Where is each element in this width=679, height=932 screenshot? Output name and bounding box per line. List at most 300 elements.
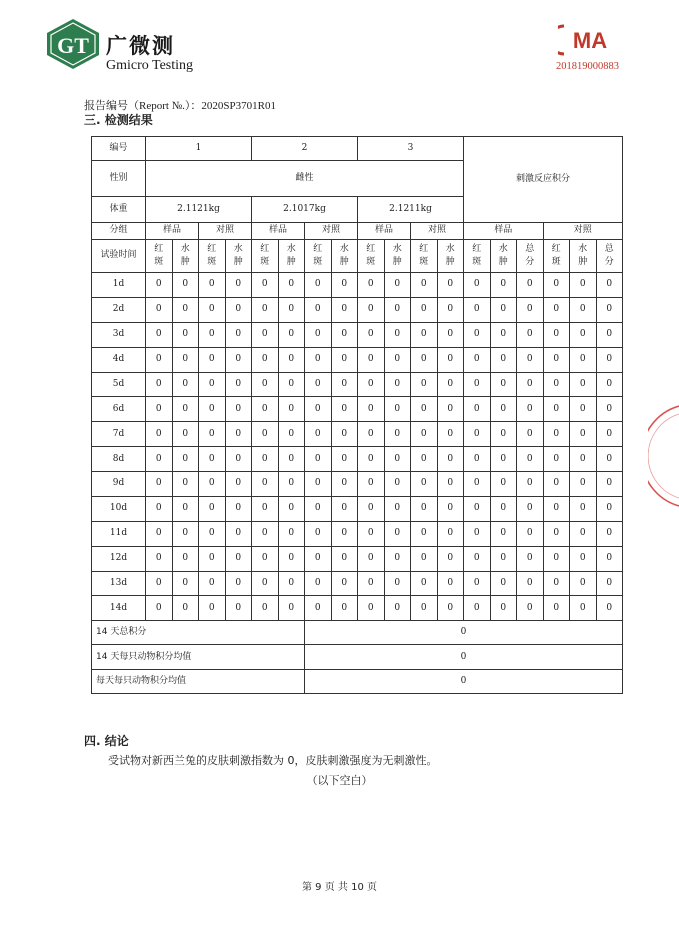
sub-header-char: 水 [233,243,243,254]
score-cell: 0 [305,571,332,596]
score-cell: 0 [437,496,464,521]
score-cell: 0 [437,347,464,372]
score-cell: 0 [278,322,305,347]
score-cell: 0 [331,496,358,521]
sub-header-char: 肿 [392,256,402,267]
score-cell: 0 [358,447,385,472]
sub-header-char: 肿 [445,256,455,267]
day-label: 3d [92,322,146,347]
score-cell: 0 [199,397,226,422]
table-row [92,645,623,669]
sub-header-char: 水 [180,243,190,254]
sub-header-char: 红 [419,243,429,254]
score-cell: 0 [411,347,438,372]
score-cell: 0 [331,422,358,447]
score-cell: 0 [596,571,623,596]
score-cell: 0 [305,596,332,621]
sub-header-erythema [411,239,438,272]
score-cell: 0 [464,472,491,497]
score-cell: 0 [305,297,332,322]
score-cell: 0 [358,496,385,521]
table-row [92,347,623,372]
score-cell: 0 [596,496,623,521]
score-cell: 0 [464,273,491,298]
cma-certificate-code: 201819000883 [556,61,619,72]
score-cell: 0 [411,447,438,472]
score-cell: 0 [225,596,252,621]
ma-letters: MA [572,28,608,53]
score-cell: 0 [464,397,491,422]
day-label: 14d [92,596,146,621]
score-cell: 0 [172,521,199,546]
score-cell: 0 [199,422,226,447]
score-cell: 0 [384,472,411,497]
score-cell: 0 [411,596,438,621]
sub-header-erythema [146,239,173,272]
score-cell: 0 [570,422,597,447]
score-header: 刺激反应积分 [464,137,623,223]
sub-header-char: 斑 [366,256,376,267]
score-cell: 0 [358,273,385,298]
score-cell: 0 [596,322,623,347]
score-cell: 0 [543,273,570,298]
score-cell: 0 [199,521,226,546]
score-cell: 0 [278,397,305,422]
score-cell: 0 [437,596,464,621]
score-cell: 0 [384,571,411,596]
table-row [92,669,623,693]
daily-score-value: 0 [305,669,623,693]
score-cell: 0 [305,322,332,347]
score-cell: 0 [199,297,226,322]
score-cell: 0 [490,447,517,472]
sub-header-char: 肿 [498,256,508,267]
score-cell: 0 [146,546,173,571]
score-cell: 0 [358,546,385,571]
day-label: 10d [92,496,146,521]
score-cell: 0 [278,422,305,447]
score-cell: 0 [225,422,252,447]
table-row [92,397,623,422]
score-cell: 0 [358,397,385,422]
score-cell: 0 [411,571,438,596]
id-label: 编号 [92,137,146,161]
score-cell: 0 [411,322,438,347]
day-label: 9d [92,472,146,497]
animal-id: 1 [146,137,252,161]
sub-header-edema [570,239,597,272]
avg14-score-label: 14 天每只动物积分均值 [92,645,305,669]
brand-name-en: Gmicro Testing [106,58,194,73]
score-cell: 0 [252,297,279,322]
sub-header-edema [172,239,199,272]
score-cell: 0 [225,496,252,521]
total-score-label: 14 天总积分 [92,621,305,645]
day-label: 8d [92,447,146,472]
score-cell: 0 [490,372,517,397]
score-cell: 0 [225,521,252,546]
day-label: 13d [92,571,146,596]
score-cell: 0 [358,322,385,347]
score-cell: 0 [278,521,305,546]
score-cell: 0 [146,273,173,298]
sub-header-char: 水 [286,243,296,254]
score-cell: 0 [411,273,438,298]
score-cell: 0 [490,496,517,521]
group-sample: 样品 [146,222,199,239]
animal-weight: 2.1121kg [146,197,252,222]
sub-header-char: 水 [339,243,349,254]
score-cell: 0 [411,372,438,397]
score-cell: 0 [384,273,411,298]
score-cell: 0 [146,397,173,422]
score-cell: 0 [464,447,491,472]
score-cell: 0 [437,322,464,347]
table-row [92,571,623,596]
score-cell: 0 [305,347,332,372]
animal-weight: 2.1211kg [358,197,464,222]
score-cell: 0 [570,472,597,497]
score-cell: 0 [570,447,597,472]
table-row [92,496,623,521]
sub-header-char: 红 [207,243,217,254]
sub-header-erythema [464,239,491,272]
score-cell: 0 [490,297,517,322]
score-cell: 0 [411,546,438,571]
score-cell: 0 [570,546,597,571]
score-cell: 0 [596,372,623,397]
sub-header-char: 肿 [233,256,243,267]
score-cell: 0 [252,496,279,521]
sub-header-char: 总 [525,243,535,254]
score-cell: 0 [464,297,491,322]
day-label: 6d [92,397,146,422]
score-cell: 0 [384,521,411,546]
table-row [92,239,623,272]
score-cell: 0 [596,422,623,447]
score-cell: 0 [384,297,411,322]
score-cell: 0 [517,571,544,596]
score-cell: 0 [305,521,332,546]
score-cell: 0 [358,596,385,621]
sub-header-char: 斑 [551,256,561,267]
sub-header-char: 分 [525,256,535,267]
time-label: 试验时间 [92,239,146,272]
score-cell: 0 [172,571,199,596]
sub-header-edema [490,239,517,272]
brand-name-cn: 广微测 [106,34,175,58]
score-cell: 0 [411,496,438,521]
sub-header-char: 斑 [260,256,270,267]
score-cell: 0 [225,546,252,571]
section-title-conclusion: 四. 结论 [84,734,129,748]
table-row [92,472,623,497]
day-label: 2d [92,297,146,322]
score-cell: 0 [278,273,305,298]
score-cell: 0 [172,422,199,447]
score-cell: 0 [331,347,358,372]
sub-header-char: 斑 [154,256,164,267]
score-cell: 0 [543,422,570,447]
sub-header-total [517,239,544,272]
day-label: 12d [92,546,146,571]
score-cell: 0 [517,521,544,546]
sub-header-char: 红 [154,243,164,254]
score-cell: 0 [543,546,570,571]
score-cell: 0 [517,273,544,298]
report-number: 报告编号（Report №.）：2020SP3701R01 [84,100,277,112]
score-cell: 0 [358,347,385,372]
score-cell: 0 [331,596,358,621]
page-number: 第 9 页 共 10 页 [302,882,377,893]
score-cell: 0 [358,472,385,497]
score-cell: 0 [464,546,491,571]
score-cell: 0 [517,472,544,497]
score-cell: 0 [490,422,517,447]
score-cell: 0 [199,322,226,347]
day-label: 7d [92,422,146,447]
score-cell: 0 [543,571,570,596]
score-cell: 0 [199,496,226,521]
score-cell: 0 [490,596,517,621]
sub-header-char: 斑 [313,256,323,267]
score-cell: 0 [305,472,332,497]
score-cell: 0 [490,322,517,347]
score-cell: 0 [464,372,491,397]
score-cell: 0 [596,472,623,497]
score-cell: 0 [199,347,226,372]
score-cell: 0 [517,496,544,521]
group-label: 分组 [92,222,146,239]
day-label: 1d [92,273,146,298]
score-cell: 0 [331,546,358,571]
score-cell: 0 [464,422,491,447]
score-cell: 0 [464,521,491,546]
score-cell: 0 [331,571,358,596]
score-cell: 0 [384,447,411,472]
score-cell: 0 [305,546,332,571]
sub-header-total [596,239,623,272]
score-cell: 0 [490,273,517,298]
table-row [92,546,623,571]
sub-header-char: 水 [392,243,402,254]
sub-header-char: 总 [604,243,614,254]
score-cell: 0 [199,372,226,397]
score-cell: 0 [596,297,623,322]
table-row [92,372,623,397]
sub-header-char: 水 [445,243,455,254]
score-cell: 0 [252,521,279,546]
score-cell: 0 [199,596,226,621]
score-cell: 0 [517,447,544,472]
score-cell: 0 [225,347,252,372]
sub-header-char: 斑 [207,256,217,267]
table-row [92,297,623,322]
score-cell: 0 [146,447,173,472]
score-cell: 0 [146,422,173,447]
score-cell: 0 [199,571,226,596]
score-cell: 0 [490,571,517,596]
score-cell: 0 [437,472,464,497]
score-cell: 0 [596,546,623,571]
score-cell: 0 [305,496,332,521]
score-cell: 0 [384,347,411,372]
day-label: 5d [92,372,146,397]
score-cell: 0 [278,372,305,397]
score-cell: 0 [172,472,199,497]
score-cell: 0 [225,372,252,397]
score-cell: 0 [490,472,517,497]
sex-label: 性别 [92,161,146,197]
score-cell: 0 [596,347,623,372]
score-cell: 0 [384,596,411,621]
sub-header-edema [384,239,411,272]
sub-header-char: 斑 [419,256,429,267]
score-cell: 0 [437,297,464,322]
score-cell: 0 [225,297,252,322]
sub-header-char: 肿 [180,256,190,267]
score-cell: 0 [146,521,173,546]
day-label: 4d [92,347,146,372]
sub-header-char: 分 [604,256,614,267]
table-row [92,447,623,472]
table-row [92,322,623,347]
score-cell: 0 [172,297,199,322]
score-cell: 0 [517,347,544,372]
score-cell: 0 [358,422,385,447]
score-cell: 0 [384,422,411,447]
sex-value: 雌性 [146,161,464,197]
score-cell: 0 [252,347,279,372]
score-cell: 0 [570,496,597,521]
score-cell: 0 [570,372,597,397]
group-control: 对照 [411,222,464,239]
score-cell: 0 [384,496,411,521]
score-cell: 0 [384,397,411,422]
score-cell: 0 [358,372,385,397]
score-cell: 0 [490,521,517,546]
score-cell: 0 [570,596,597,621]
score-cell: 0 [411,521,438,546]
score-cell: 0 [278,596,305,621]
results-table [91,136,623,694]
sub-header-char: 红 [260,243,270,254]
score-cell: 0 [252,546,279,571]
score-cell: 0 [437,546,464,571]
score-cell: 0 [146,372,173,397]
score-cell: 0 [517,596,544,621]
sub-header-erythema [305,239,332,272]
score-cell: 0 [172,372,199,397]
score-cell: 0 [278,546,305,571]
score-cell: 0 [278,571,305,596]
section-title-results: 三. 检测结果 [84,113,153,127]
score-cell: 0 [252,571,279,596]
score-cell: 0 [172,322,199,347]
day-label: 11d [92,521,146,546]
score-cell: 0 [596,447,623,472]
score-cell: 0 [358,521,385,546]
score-cell: 0 [146,347,173,372]
score-cell: 0 [570,322,597,347]
weight-label: 体重 [92,197,146,222]
score-cell: 0 [278,297,305,322]
score-cell: 0 [278,447,305,472]
animal-id: 2 [252,137,358,161]
table-row [92,273,623,298]
avg14-score-value: 0 [305,645,623,669]
score-cell: 0 [437,372,464,397]
score-cell: 0 [570,297,597,322]
stamp-seal-fragment [648,404,679,508]
sub-header-char: 红 [313,243,323,254]
sub-header-char: 红 [551,243,561,254]
score-cell: 0 [596,273,623,298]
score-cell: 0 [517,322,544,347]
score-cell: 0 [570,397,597,422]
score-cell: 0 [199,472,226,497]
sub-header-erythema [543,239,570,272]
sub-header-char: 水 [578,243,588,254]
score-cell: 0 [172,397,199,422]
table-row [92,422,623,447]
sub-header-char: 红 [472,243,482,254]
score-cell: 0 [596,521,623,546]
score-cell: 0 [225,472,252,497]
score-cell: 0 [225,447,252,472]
score-cell: 0 [384,372,411,397]
score-cell: 0 [596,596,623,621]
sub-header-char: 红 [366,243,376,254]
score-cell: 0 [437,571,464,596]
score-cell: 0 [543,596,570,621]
score-cell: 0 [146,571,173,596]
score-cell: 0 [252,372,279,397]
sub-header-erythema [358,239,385,272]
score-cell: 0 [199,546,226,571]
sub-header-erythema [199,239,226,272]
score-cell: 0 [225,397,252,422]
group-sample: 样品 [252,222,305,239]
group-sample: 样品 [464,222,544,239]
score-cell: 0 [278,496,305,521]
score-cell: 0 [543,521,570,546]
sub-header-erythema [252,239,279,272]
score-cell: 0 [543,397,570,422]
sub-header-edema [331,239,358,272]
blank-note: （以下空白） [306,774,373,787]
score-cell: 0 [172,347,199,372]
score-cell: 0 [490,397,517,422]
score-cell: 0 [331,322,358,347]
score-cell: 0 [225,322,252,347]
score-cell: 0 [570,273,597,298]
score-cell: 0 [596,397,623,422]
score-cell: 0 [517,397,544,422]
score-cell: 0 [411,422,438,447]
logo-letters: GT [57,33,89,58]
daily-score-label: 每天每只动物积分均值 [92,669,305,693]
total-score-value: 0 [305,621,623,645]
score-cell: 0 [146,322,173,347]
score-cell: 0 [252,322,279,347]
score-cell: 0 [543,372,570,397]
score-cell: 0 [437,422,464,447]
sub-header-edema [278,239,305,272]
score-cell: 0 [146,472,173,497]
group-control: 对照 [305,222,358,239]
score-cell: 0 [437,521,464,546]
